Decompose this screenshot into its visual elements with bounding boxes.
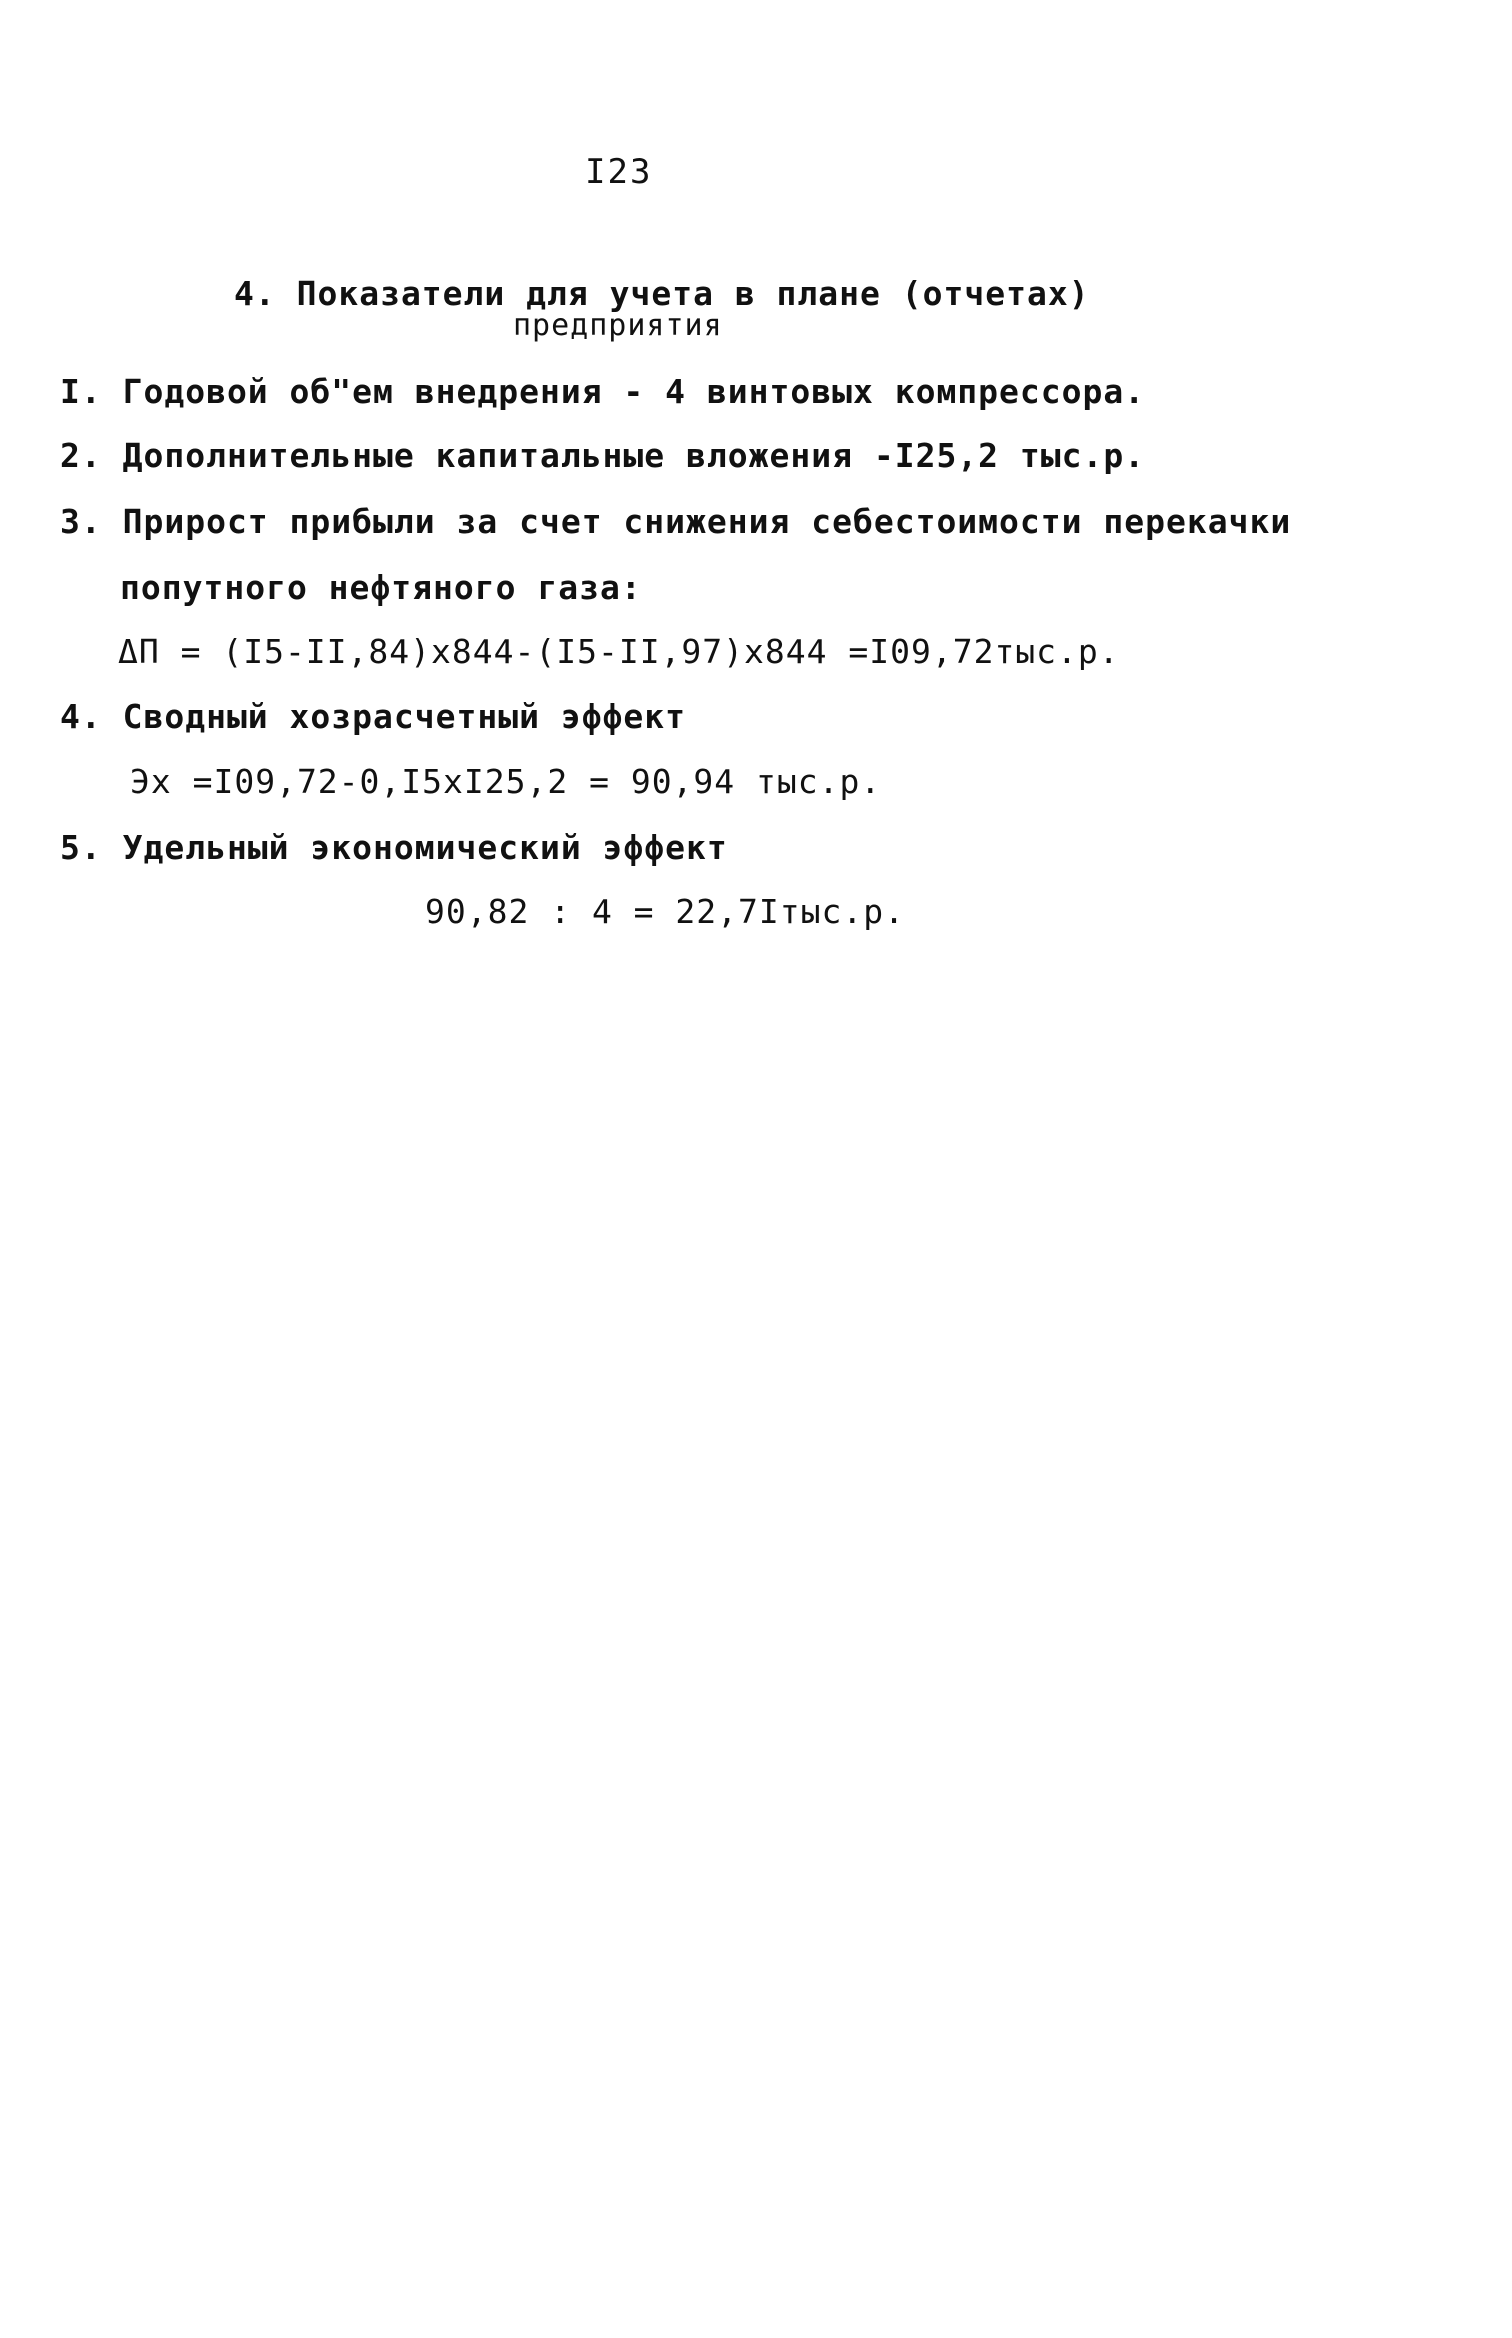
section-heading: 4. Показатели для учета в плане (отчетах) — [234, 274, 1090, 313]
formula-profit-growth: ΔП = (I5-II,84)x844-(I5-II,97)x844 =I09,72тыс.р. — [118, 632, 1120, 671]
formula-summary-effect: Эх =I09,72-0,I5xI25,2 = 90,94 тыс.р. — [130, 762, 882, 801]
section-heading-continuation: предприятия — [513, 308, 723, 343]
page-number: I23 — [585, 152, 653, 192]
formula-specific-effect: 90,82 : 4 = 22,7Iтыс.р. — [425, 892, 905, 931]
list-item-profit-growth-continuation: попутного нефтяного газа: — [120, 568, 642, 607]
list-item-annual-volume: I. Годовой об"ем внедрения - 4 винтовых компрессора. — [60, 372, 1146, 411]
list-item-specific-effect: 5. Удельный экономический эффект — [60, 828, 728, 867]
list-item-profit-growth: 3. Прирост прибыли за счет снижения себестоимости перекачки — [60, 502, 1292, 541]
list-item-summary-effect: 4. Сводный хозрасчетный эффект — [60, 697, 687, 736]
list-item-capital-investment: 2. Дополнительные капитальные вложения -I25,2 тыс.р. — [60, 436, 1146, 475]
